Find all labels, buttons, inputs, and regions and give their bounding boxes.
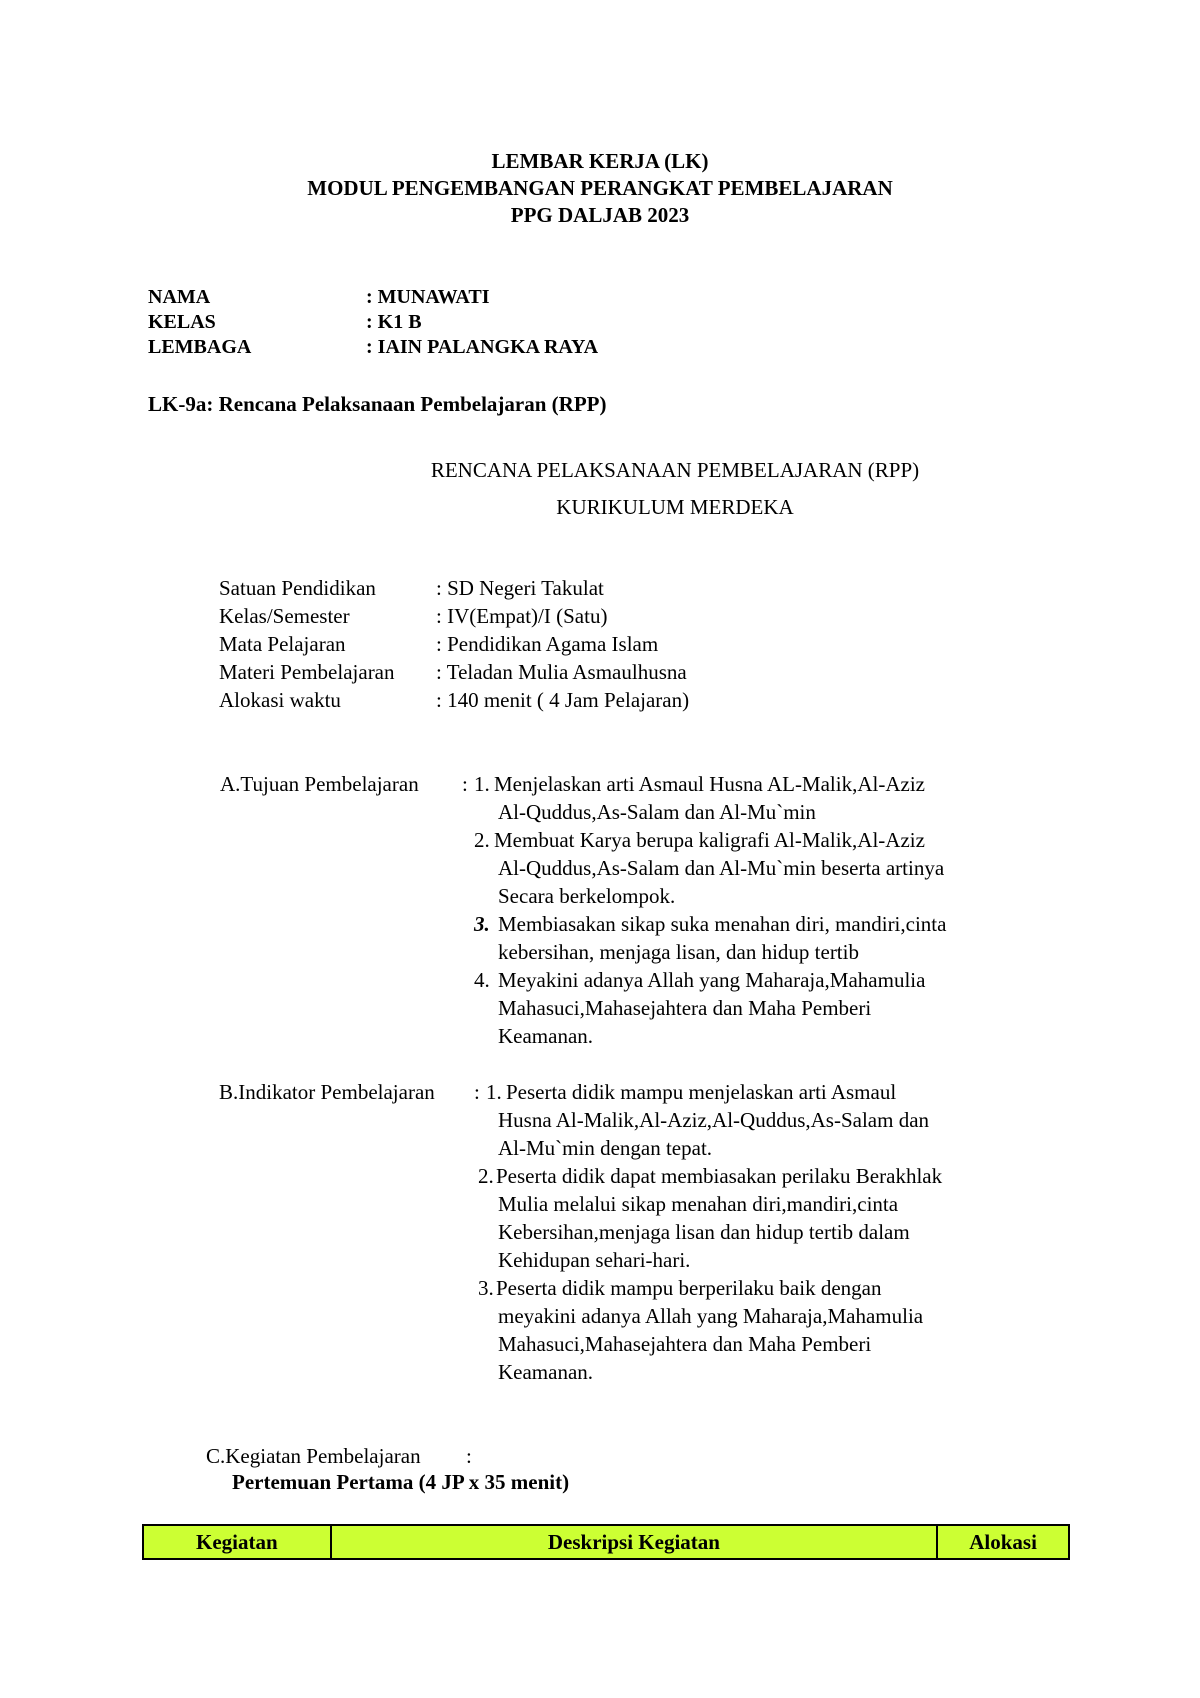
indikator-item-line: Peserta didik mampu berperilaku baik dengan [496,1276,882,1300]
indikator-item-line: Al-Mu`min dengan tepat. [498,1136,713,1160]
table-header-deskripsi: Deskripsi Kegiatan [331,1525,937,1559]
kegiatan-label: C.Kegiatan Pembelajaran [206,1444,421,1468]
tujuan-item-number: 1. [474,772,490,796]
tujuan-item-line: Meyakini adanya Allah yang Maharaja,Mahamulia [498,968,926,992]
doc-title-line3: PPG DALJAB 2023 [510,203,690,227]
table-header-row [143,1525,1069,1559]
indikator-item-line: Husna Al-Malik,Al-Aziz,Al-Quddus,As-Salam dan [498,1108,930,1132]
info-value: : Teladan Mulia Asmaulhusna [436,660,687,684]
identity-label-kelas: KELAS [148,311,216,333]
identity-value-lembaga: : IAIN PALANGKA RAYA [366,336,599,358]
doc-title-line2: MODUL PENGEMBANGAN PERANGKAT PEMBELAJARAN [307,176,893,200]
tujuan-item-line: Membuat Karya berupa kaligrafi Al-Malik,Al-Aziz [494,828,925,852]
info-label: Materi Pembelajaran [219,660,395,684]
tujuan-item-number: 3. [474,912,490,936]
tujuan-item-line: Menjelaskan arti Asmaul Husna AL-Malik,Al-Aziz [494,772,925,796]
tujuan-colon: : [462,772,468,796]
tujuan-item-number: 2. [474,828,490,852]
tujuan-item-line: Secara berkelompok. [498,884,676,908]
rpp-heading-line1: RENCANA PELAKSANAAN PEMBELAJARAN (RPP) [430,458,920,482]
identity-value-kelas: : K1 B [366,311,422,333]
indikator-item-line: Mahasuci,Mahasejahtera dan Maha Pemberi [498,1332,872,1356]
indikator-item-line: Keamanan. [498,1360,594,1384]
tujuan-item-line: Al-Quddus,As-Salam dan Al-Mu`min [498,800,816,824]
indikator-item-line: meyakini adanya Allah yang Maharaja,Mahamulia [498,1304,924,1328]
info-label: Alokasi waktu [219,688,341,712]
tujuan-item-line: Al-Quddus,As-Salam dan Al-Mu`min beserta artinya [498,856,945,880]
identity-label-nama: NAMA [148,286,211,308]
indikator-colon: : [474,1080,480,1104]
tujuan-item-line: Membiasakan sikap suka menahan diri, mandiri,cinta [498,912,947,936]
indikator-item-line: Kehidupan sehari-hari. [498,1248,691,1272]
info-label: Satuan Pendidikan [219,576,376,600]
rpp-heading-line2: KURIKULUM MERDEKA [556,495,794,519]
indikator-item-number: 1. [486,1080,502,1104]
identity-label-lembaga: LEMBAGA [148,336,252,358]
indikator-item-line: Peserta didik mampu menjelaskan arti Asmaul [506,1080,897,1104]
info-label: Mata Pelajaran [219,632,346,656]
info-value: : IV(Empat)/I (Satu) [436,604,608,628]
info-label: Kelas/Semester [219,604,350,628]
info-value: : Pendidikan Agama Islam [436,632,659,656]
tujuan-item-line: Mahasuci,Mahasejahtera dan Maha Pemberi [498,996,872,1020]
table-header-kegiatan: Kegiatan [143,1525,331,1559]
lk-title: LK-9a: Rencana Pelaksanaan Pembelajaran (RPP) [148,392,607,416]
indikator-item-line: Mulia melalui sikap menahan diri,mandiri,cinta [498,1192,899,1216]
indikator-item-number: 3. [478,1276,494,1300]
pertemuan-title: Pertemuan Pertama (4 JP x 35 menit) [232,1470,570,1494]
indikator-label: B.Indikator Pembelajaran [219,1080,435,1104]
tujuan-item-line: kebersihan, menjaga lisan, dan hidup tertib [498,940,859,964]
indikator-item-number: 2. [478,1164,494,1188]
table-header-alokasi: Alokasi [937,1525,1069,1559]
tujuan-label: A.Tujuan Pembelajaran [220,772,419,796]
indikator-item-line: Peserta didik dapat membiasakan perilaku Berakhlak [496,1164,943,1188]
identity-value-nama: : MUNAWATI [366,286,490,308]
info-value: : SD Negeri Takulat [436,576,604,600]
kegiatan-table [142,1524,1070,1560]
kegiatan-colon: : [466,1444,472,1468]
tujuan-item-number: 4. [474,968,490,992]
tujuan-item-line: Keamanan. [498,1024,594,1048]
info-value: : 140 menit ( 4 Jam Pelajaran) [436,688,690,712]
doc-title-line1: LEMBAR KERJA (LK) [491,149,709,173]
indikator-item-line: Kebersihan,menjaga lisan dan hidup tertib dalam [498,1220,910,1244]
